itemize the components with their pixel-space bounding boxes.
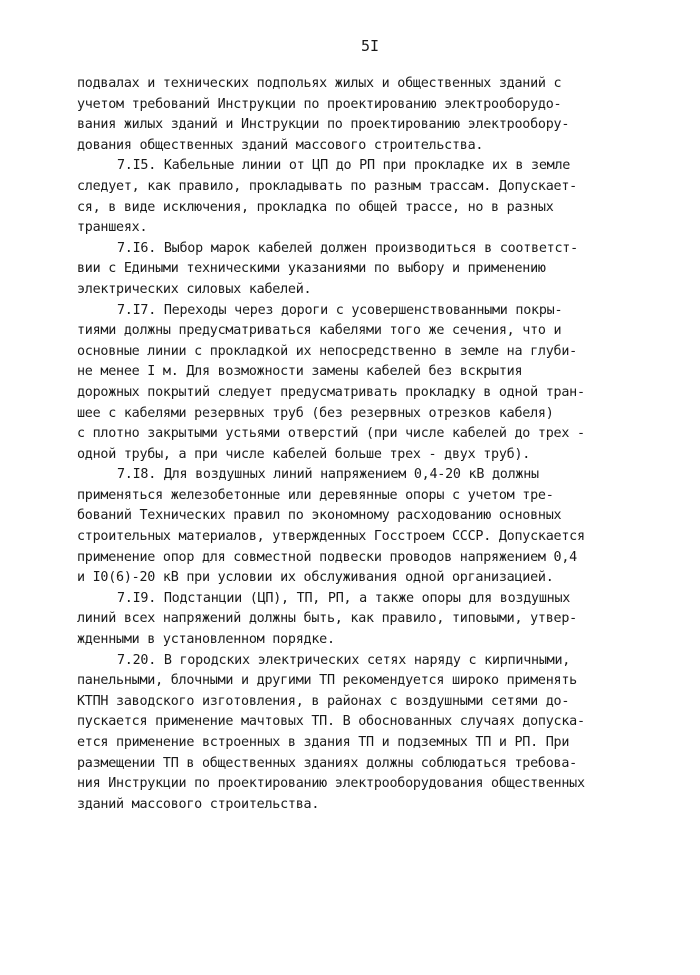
text-line: бований Технических правил по экономному расходованию основных bbox=[77, 508, 562, 524]
text-line: электрических силовых кабелей. bbox=[77, 281, 312, 297]
document-body bbox=[77, 74, 625, 815]
text-line: 7.20. В городских электрических сетях наряду с кирпичными, bbox=[117, 652, 571, 668]
text-line: применяться железобетонные или деревянные опоры с учетом тре- bbox=[77, 487, 554, 503]
text-line: тиями должны предусматриваться кабелями того же сечения, что и bbox=[77, 323, 562, 339]
text-line: ется применение встроенных в здания ТП и подземных ТП и РП. При bbox=[77, 735, 570, 750]
text-line: зданий массового строительства. bbox=[77, 796, 320, 812]
text-line: линий всех напряжений должны быть, как правило, типовыми, утвер- bbox=[77, 611, 577, 627]
text-line: размещении ТП в общественных зданиях должны соблюдаться требова- bbox=[77, 755, 577, 771]
text-line: с плотно закрытыми устьями отверстий (при числе кабелей до трех - bbox=[77, 426, 585, 442]
text-line: ния Инструкции по проектированию электрооборудования общественных bbox=[77, 776, 585, 792]
text-line: 7.I6. Выбор марок кабелей должен производиться в соответст- bbox=[117, 240, 578, 256]
text-line: и I0(6)-20 кВ при условии их обслуживания одной организацией. bbox=[77, 570, 554, 586]
text-line: 7.I7. Переходы через дороги с усовершенствованными покры- bbox=[117, 302, 563, 318]
text-line: 7.I8. Для воздушных линий напряжением 0,4-20 кВ должны bbox=[117, 467, 539, 483]
text-line: учетом требований Инструкции по проектированию электрооборудо- bbox=[77, 96, 562, 112]
text-line: вания жилых зданий и Инструкции по проектированию электрообору- bbox=[77, 117, 570, 133]
text-line: жденными в установленном порядке. bbox=[77, 632, 335, 648]
text-line: вии с Едиными техническими указаниями по выбору и применению bbox=[77, 261, 546, 277]
text-line: панельными, блочными и другими ТП рекомендуется широко применять bbox=[77, 673, 577, 689]
text-line: траншеях. bbox=[77, 220, 148, 236]
text-line: КТПН заводского изготовления, в районах с воздушными сетями до- bbox=[77, 693, 570, 709]
text-line: дорожных покрытий следует предусматривать прокладку в одной тран- bbox=[77, 384, 585, 400]
text-line: пускается применение мачтовых ТП. В обоснованных случаях допуска- bbox=[77, 714, 585, 730]
text-line: основные линии с прокладкой их непосредственно в земле на глуби- bbox=[77, 343, 577, 359]
text-line: одной трубы, а при числе кабелей больше трех - двух труб). bbox=[77, 446, 531, 462]
text-line: не менее I м. Для возможности замены кабелей без вскрытия bbox=[77, 364, 523, 380]
text-line: ся, в виде исключения, прокладка по общей трассе, но в разных bbox=[77, 199, 554, 215]
text-line: применение опор для совместной подвески проводов напряжением 0,4 bbox=[77, 549, 577, 565]
text-line: шее с кабелями резервных труб (без резервных отрезков кабеля) bbox=[77, 405, 554, 421]
page-number: 5I bbox=[360, 37, 380, 55]
text-line: дования общественных зданий массового строительства. bbox=[77, 137, 484, 153]
text-line: строительных материалов, утвержденных Госстроем СССР. Допускается bbox=[77, 529, 585, 545]
text-line: следует, как правило, прокладывать по разным трассам. Допускает- bbox=[77, 178, 577, 194]
text-line: подвалах и технических подпольях жилых и общественных зданий с bbox=[77, 76, 562, 91]
text-line: 7.I9. Подстанции (ЦП), ТП, РП, а также опоры для воздушных bbox=[117, 590, 571, 606]
text-line: 7.I5. Кабельные линии от ЦП до РП при прокладке их в земле bbox=[117, 158, 571, 174]
